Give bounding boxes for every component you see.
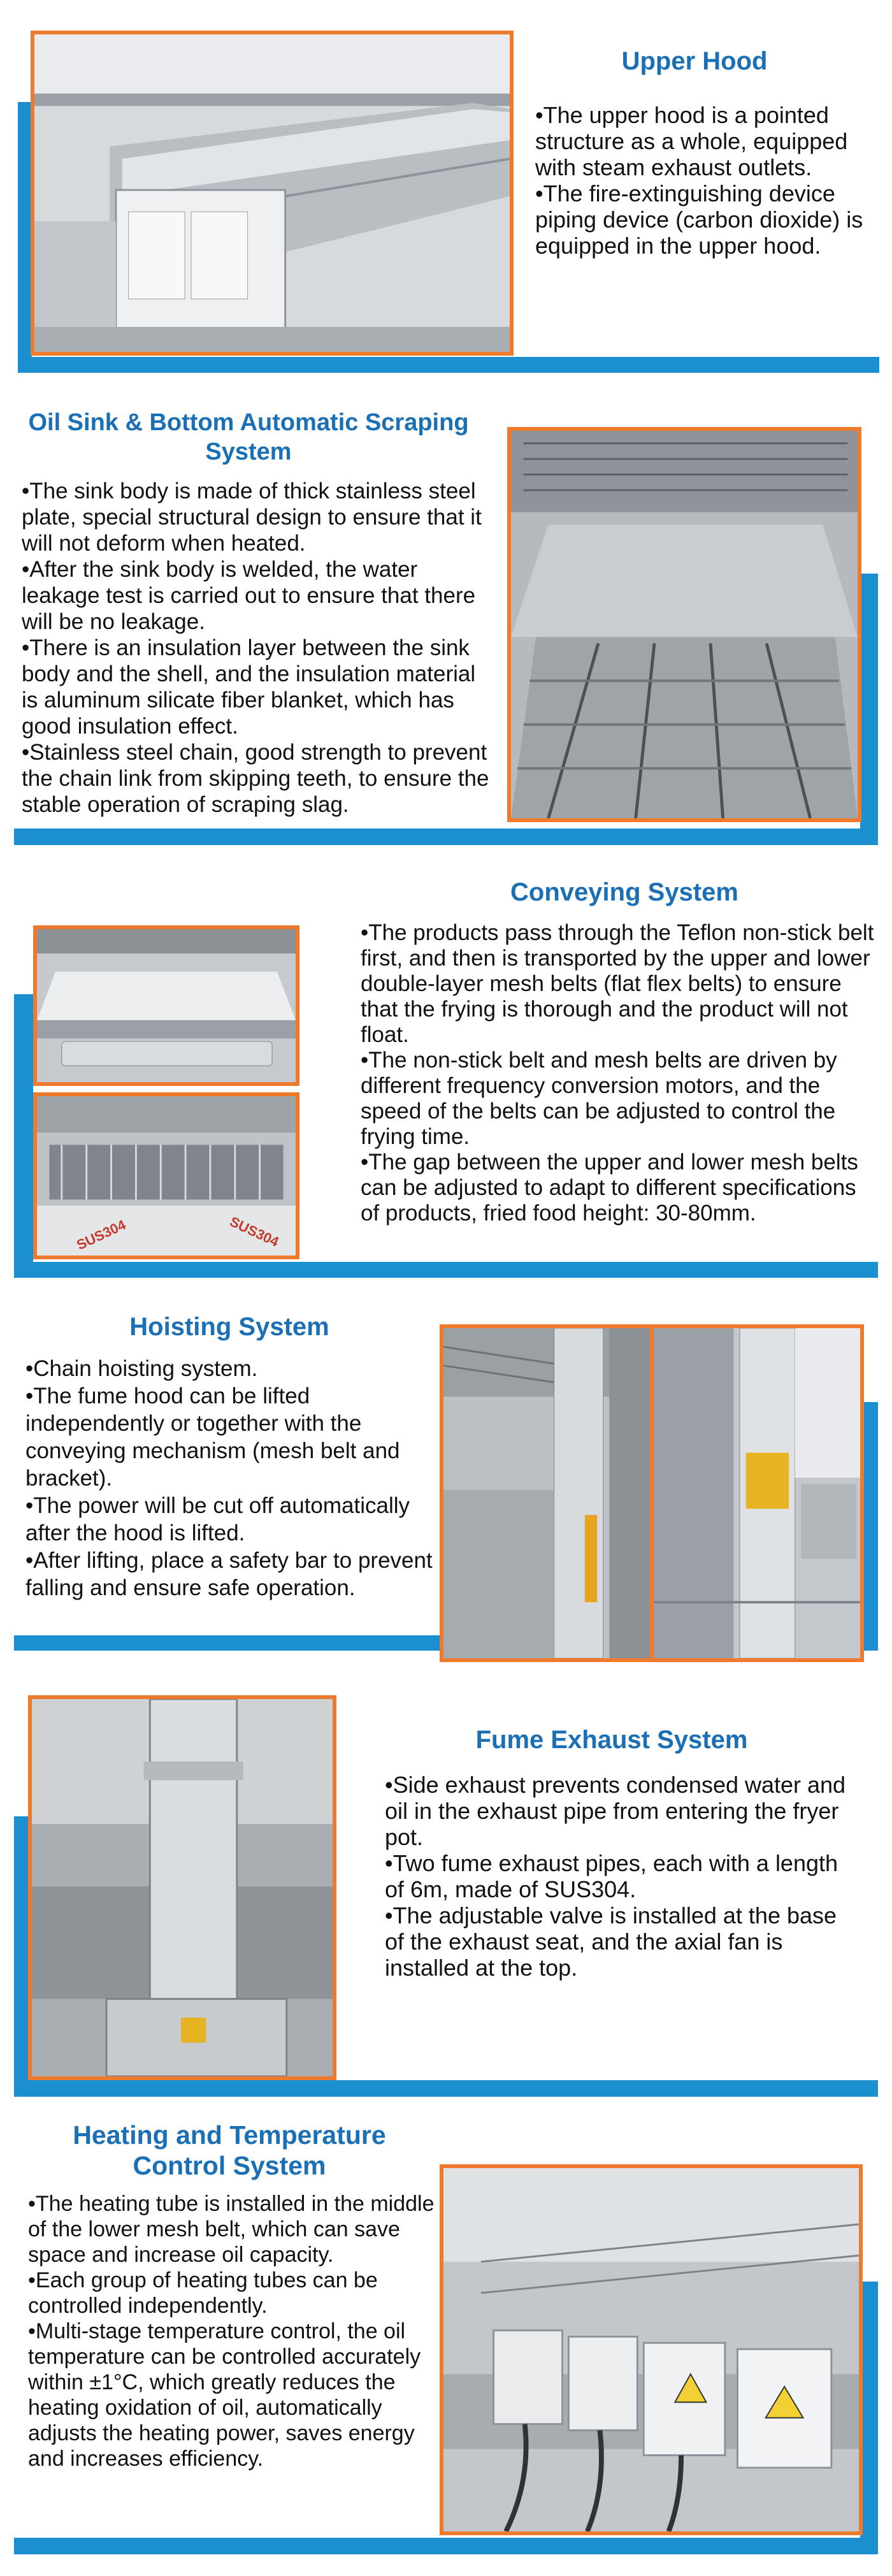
- bullet-list: [25, 1355, 440, 1602]
- bullet-list: [28, 2191, 436, 2471]
- conveyor-photo-top: [33, 925, 299, 1086]
- bullet-item: • After the sink body is welded, the water leakage test is carried out to ensure that there will be no leakage.: [22, 556, 493, 635]
- bullet-list: [22, 478, 493, 818]
- bullet-item: • The adjustable valve is installed at the base of the exhaust seat, and the axial fan is installed at the top.: [385, 1902, 856, 1981]
- section-title: Upper Hood: [621, 47, 768, 75]
- bullet-item: • The heating tube is installed in the middle of the lower mesh belt, which can save space and increase oil capacity.: [28, 2191, 436, 2268]
- bullet-item: • Stainless steel chain, good strength to prevent the chain link from skipping teeth, to ensure the stable operation of scraping slag.: [22, 739, 493, 818]
- bullet-item: • The power will be cut off automatically after the hood is lifted.: [25, 1492, 440, 1547]
- section-title: Conveying System: [510, 878, 738, 906]
- bullet-item: • The sink body is made of thick stainless steel plate, special structural design to ensure that it will not deform when heated.: [22, 478, 493, 556]
- bullet-item: • The gap between the upper and lower mesh belts can be adjusted to adapt to different specifications of products, fried food height: 30-80mm.: [361, 1150, 877, 1226]
- heating-photo: [440, 2164, 863, 2535]
- section-title: Hoisting System: [129, 1313, 329, 1341]
- bullet-list: [535, 102, 879, 259]
- bullet-item: • The fume hood can be lifted independently or together with the conveying mechanism (mesh belt and bracket).: [25, 1382, 440, 1492]
- bullet-item: • The upper hood is a pointed structure as a whole, equipped with steam exhaust outlets.: [535, 102, 879, 180]
- section-fume-exhaust: [0, 1682, 892, 2116]
- bullet-item: • There is an insulation layer between the sink body and the shell, and the insulation material is aluminum silicate fiber blanket, which has good insulation effect.: [22, 635, 493, 739]
- accent-bar: [14, 829, 878, 845]
- accent-bar: [14, 1262, 878, 1278]
- bullet-item: • After lifting, place a safety bar to prevent falling and ensure safe operation.: [25, 1547, 440, 1602]
- section-heating: [0, 2116, 892, 2576]
- accent-bar: [14, 994, 33, 1278]
- conveyor-photo-bottom: [33, 1092, 299, 1259]
- section-title: Oil Sink & Bottom Automatic Scraping System: [28, 409, 469, 465]
- bullet-item: • The fire-extinguishing device piping device (carbon dioxide) is equipped in the upper hood.: [535, 180, 879, 259]
- bullet-list: [361, 920, 877, 1226]
- bullet-list: [385, 1772, 856, 1981]
- accent-bar: [860, 2282, 878, 2549]
- bullet-item: • Two fume exhaust pipes, each with a length of 6m, made of SUS304.: [385, 1850, 856, 1902]
- accent-bar: [860, 574, 878, 841]
- hoisting-photo-right: [650, 1324, 864, 1662]
- accent-bar: [14, 2080, 878, 2097]
- section-hoisting: [0, 1300, 892, 1682]
- section-conveying: [0, 854, 892, 1300]
- section-title: Heating and Temperature Control System: [73, 2120, 386, 2180]
- sus304-label: SUS304: [74, 1216, 129, 1254]
- bullet-item: • Each group of heating tubes can be controlled independently.: [28, 2268, 436, 2319]
- section-upper-hood: [0, 0, 892, 382]
- fryer-line-photo: [31, 31, 514, 356]
- bullet-item: • Side exhaust prevents condensed water and oil in the exhaust pipe from entering the fryer pot.: [385, 1772, 856, 1850]
- hoisting-photo-left: [440, 1324, 656, 1662]
- sus304-label: SUS304: [227, 1213, 282, 1250]
- accent-bar: [14, 2538, 878, 2554]
- bullet-item: • The non-stick belt and mesh belts are driven by different frequency conversion motors, and the speed of the belts can be adjusted to control the frying time.: [361, 1048, 877, 1150]
- section-title: Fume Exhaust System: [475, 1726, 748, 1754]
- oil-sink-photo: [507, 427, 861, 822]
- section-oil-sink: [0, 382, 892, 854]
- bullet-item: • Chain hoisting system.: [25, 1355, 440, 1382]
- bullet-item: • The products pass through the Teflon non-stick belt first, and then is transported by the upper and lower double-layer mesh belts (flat flex belts) to ensure that the frying is thorough and the product will not float.: [361, 920, 877, 1048]
- fume-exhaust-photo: [28, 1695, 336, 2080]
- bullet-item: • Multi-stage temperature control, the oil temperature can be controlled accurately within ±1°C, which greatly reduces the heating oxidation of oil, automatically adjusts the heating power, saves energy and increases efficiency.: [28, 2319, 436, 2471]
